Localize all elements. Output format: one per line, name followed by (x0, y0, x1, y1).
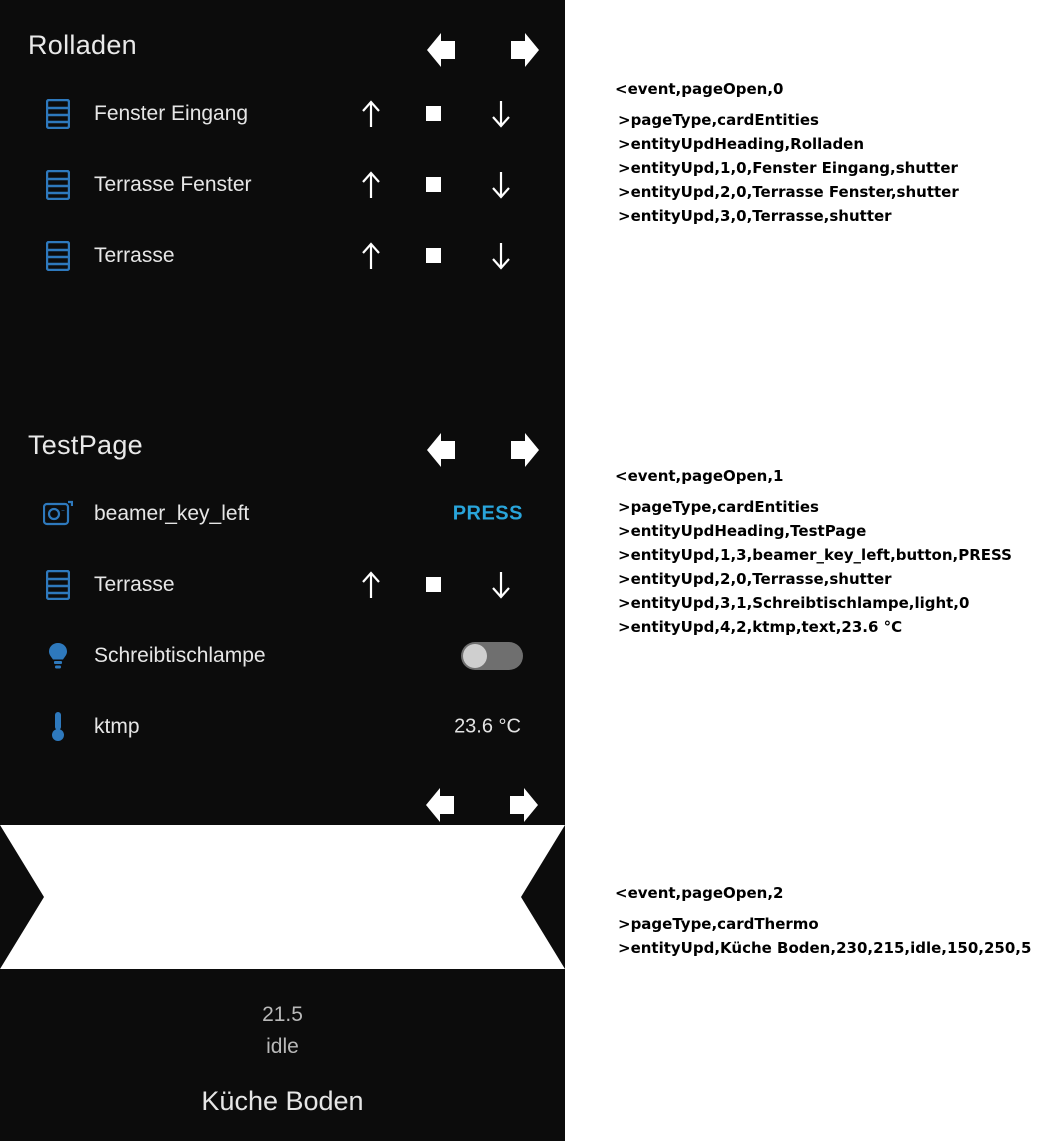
temperature-value: 23.6 °C (454, 715, 521, 737)
shutter-stop-button[interactable] (413, 238, 453, 274)
up-arrow-icon (360, 242, 382, 270)
list-item-label: beamer_key_left (94, 501, 250, 525)
log-event-line: <event,pageOpen,1 (615, 467, 784, 485)
thermostat-body (0, 825, 565, 1058)
light-toggle-switch[interactable] (461, 642, 523, 670)
temperature-unit: °C (335, 906, 361, 933)
toggle-knob (463, 644, 487, 668)
list-item[interactable] (0, 149, 565, 220)
shutter-down-button[interactable] (481, 238, 521, 274)
list-item-label: Terrasse (94, 243, 175, 267)
nav-arrows (425, 428, 541, 472)
list-item[interactable] (0, 549, 565, 620)
list-item[interactable] (0, 478, 565, 549)
shutter-down-button[interactable] (481, 567, 521, 603)
card-header (0, 0, 565, 78)
log-line: >entityUpd,2,0,Terrasse,shutter (618, 570, 892, 588)
shutter-controls (351, 238, 521, 274)
log-line: >pageType,cardEntities (618, 111, 819, 129)
card-entities-testpage (0, 400, 565, 765)
press-button[interactable]: PRESS (452, 502, 523, 524)
log-block (565, 80, 1045, 228)
log-line: >entityUpd,3,0,Terrasse,shutter (618, 207, 892, 225)
log-line: >entityUpd,1,3,beamer_key_left,button,PRESS (618, 546, 1012, 564)
up-arrow-icon (360, 171, 382, 199)
shutter-stop-button[interactable] (413, 567, 453, 603)
log-event-line: <event,pageOpen,2 (615, 884, 784, 902)
target-temperature: 21.5 (262, 1003, 303, 1026)
shutter-up-button[interactable] (351, 96, 391, 132)
thermometer-icon (42, 710, 74, 744)
log-line: >entityUpd,4,2,ktmp,text,23.6 °C (618, 618, 903, 636)
thermostat-state: idle (266, 1035, 299, 1058)
card-header (0, 400, 565, 478)
log-line: >entityUpdHeading,TestPage (618, 522, 867, 540)
stop-square-icon (426, 177, 441, 192)
shutter-controls (351, 567, 521, 603)
down-arrow-icon (490, 571, 512, 599)
shutter-icon (42, 239, 74, 273)
shutter-stop-button[interactable] (413, 167, 453, 203)
log-line: >pageType,cardThermo (618, 915, 819, 933)
up-arrow-icon (360, 100, 382, 128)
nav-arrows (424, 783, 540, 827)
shutter-controls (351, 167, 521, 203)
arrow-left-icon (425, 428, 471, 472)
thermostat-name: Küche Boden (201, 1086, 364, 1116)
shutter-down-button[interactable] (481, 96, 521, 132)
list-item-label: Fenster Eingang (94, 101, 249, 125)
shutter-up-button[interactable] (351, 167, 391, 203)
log-line: >entityUpd,3,1,Schreibtischlampe,light,0 (618, 594, 970, 612)
stop-square-icon (426, 248, 441, 263)
shutter-stop-button[interactable] (413, 96, 453, 132)
down-arrow-icon (490, 171, 512, 199)
list-item-label: ktmp (94, 714, 140, 738)
card-entities-rolladen (0, 0, 565, 400)
stop-square-icon (426, 577, 441, 592)
arrow-right-icon (495, 428, 541, 472)
current-temperature-value: 23.0 (204, 888, 333, 964)
log-line: >pageType,cardEntities (618, 498, 819, 516)
current-temperature (0, 887, 565, 965)
arrow-left-icon (425, 28, 471, 72)
arrow-right-icon (495, 28, 541, 72)
shutter-up-button[interactable] (351, 567, 391, 603)
up-arrow-icon (360, 571, 382, 599)
next-page-button[interactable] (495, 28, 541, 72)
log-block (565, 884, 1045, 960)
log-event-line: <event,pageOpen,0 (615, 80, 784, 98)
list-item[interactable] (0, 220, 565, 291)
prev-page-button[interactable] (424, 783, 470, 827)
shutter-icon (42, 97, 74, 131)
log-line: >entityUpd,Küche Boden,230,215,idle,150,250,5 (618, 939, 1032, 957)
shutter-icon (42, 168, 74, 202)
projector-icon (42, 497, 74, 531)
nav-arrows (425, 28, 541, 72)
prev-page-button[interactable] (425, 428, 471, 472)
serial-console-panel (565, 0, 1045, 1141)
page-title: Rolladen (28, 30, 137, 60)
page-title: TestPage (28, 430, 143, 460)
down-arrow-icon (490, 100, 512, 128)
list-item-label: Terrasse Fenster (94, 172, 252, 196)
list-item[interactable] (0, 620, 565, 691)
bulb-icon (42, 639, 74, 673)
next-page-button[interactable] (495, 428, 541, 472)
log-line: >entityUpd,2,0,Terrasse Fenster,shutter (618, 183, 959, 201)
arrow-right-icon (494, 783, 540, 827)
list-item-label: Terrasse (94, 572, 175, 596)
list-item[interactable] (0, 78, 565, 149)
prev-page-button[interactable] (425, 28, 471, 72)
log-line: >entityUpd,1,0,Fenster Eingang,shutter (618, 159, 958, 177)
log-line: >entityUpdHeading,Rolladen (618, 135, 865, 153)
shutter-up-button[interactable] (351, 238, 391, 274)
down-arrow-icon (490, 242, 512, 270)
stop-square-icon (426, 106, 441, 121)
shutter-down-button[interactable] (481, 167, 521, 203)
log-block (565, 467, 1045, 639)
list-item-label: Schreibtischlampe (94, 643, 266, 667)
list-item (0, 691, 565, 762)
shutter-icon (42, 568, 74, 602)
card-thermostat (0, 765, 565, 1141)
arrow-left-icon (424, 783, 470, 827)
next-page-button[interactable] (494, 783, 540, 827)
shutter-controls (351, 96, 521, 132)
